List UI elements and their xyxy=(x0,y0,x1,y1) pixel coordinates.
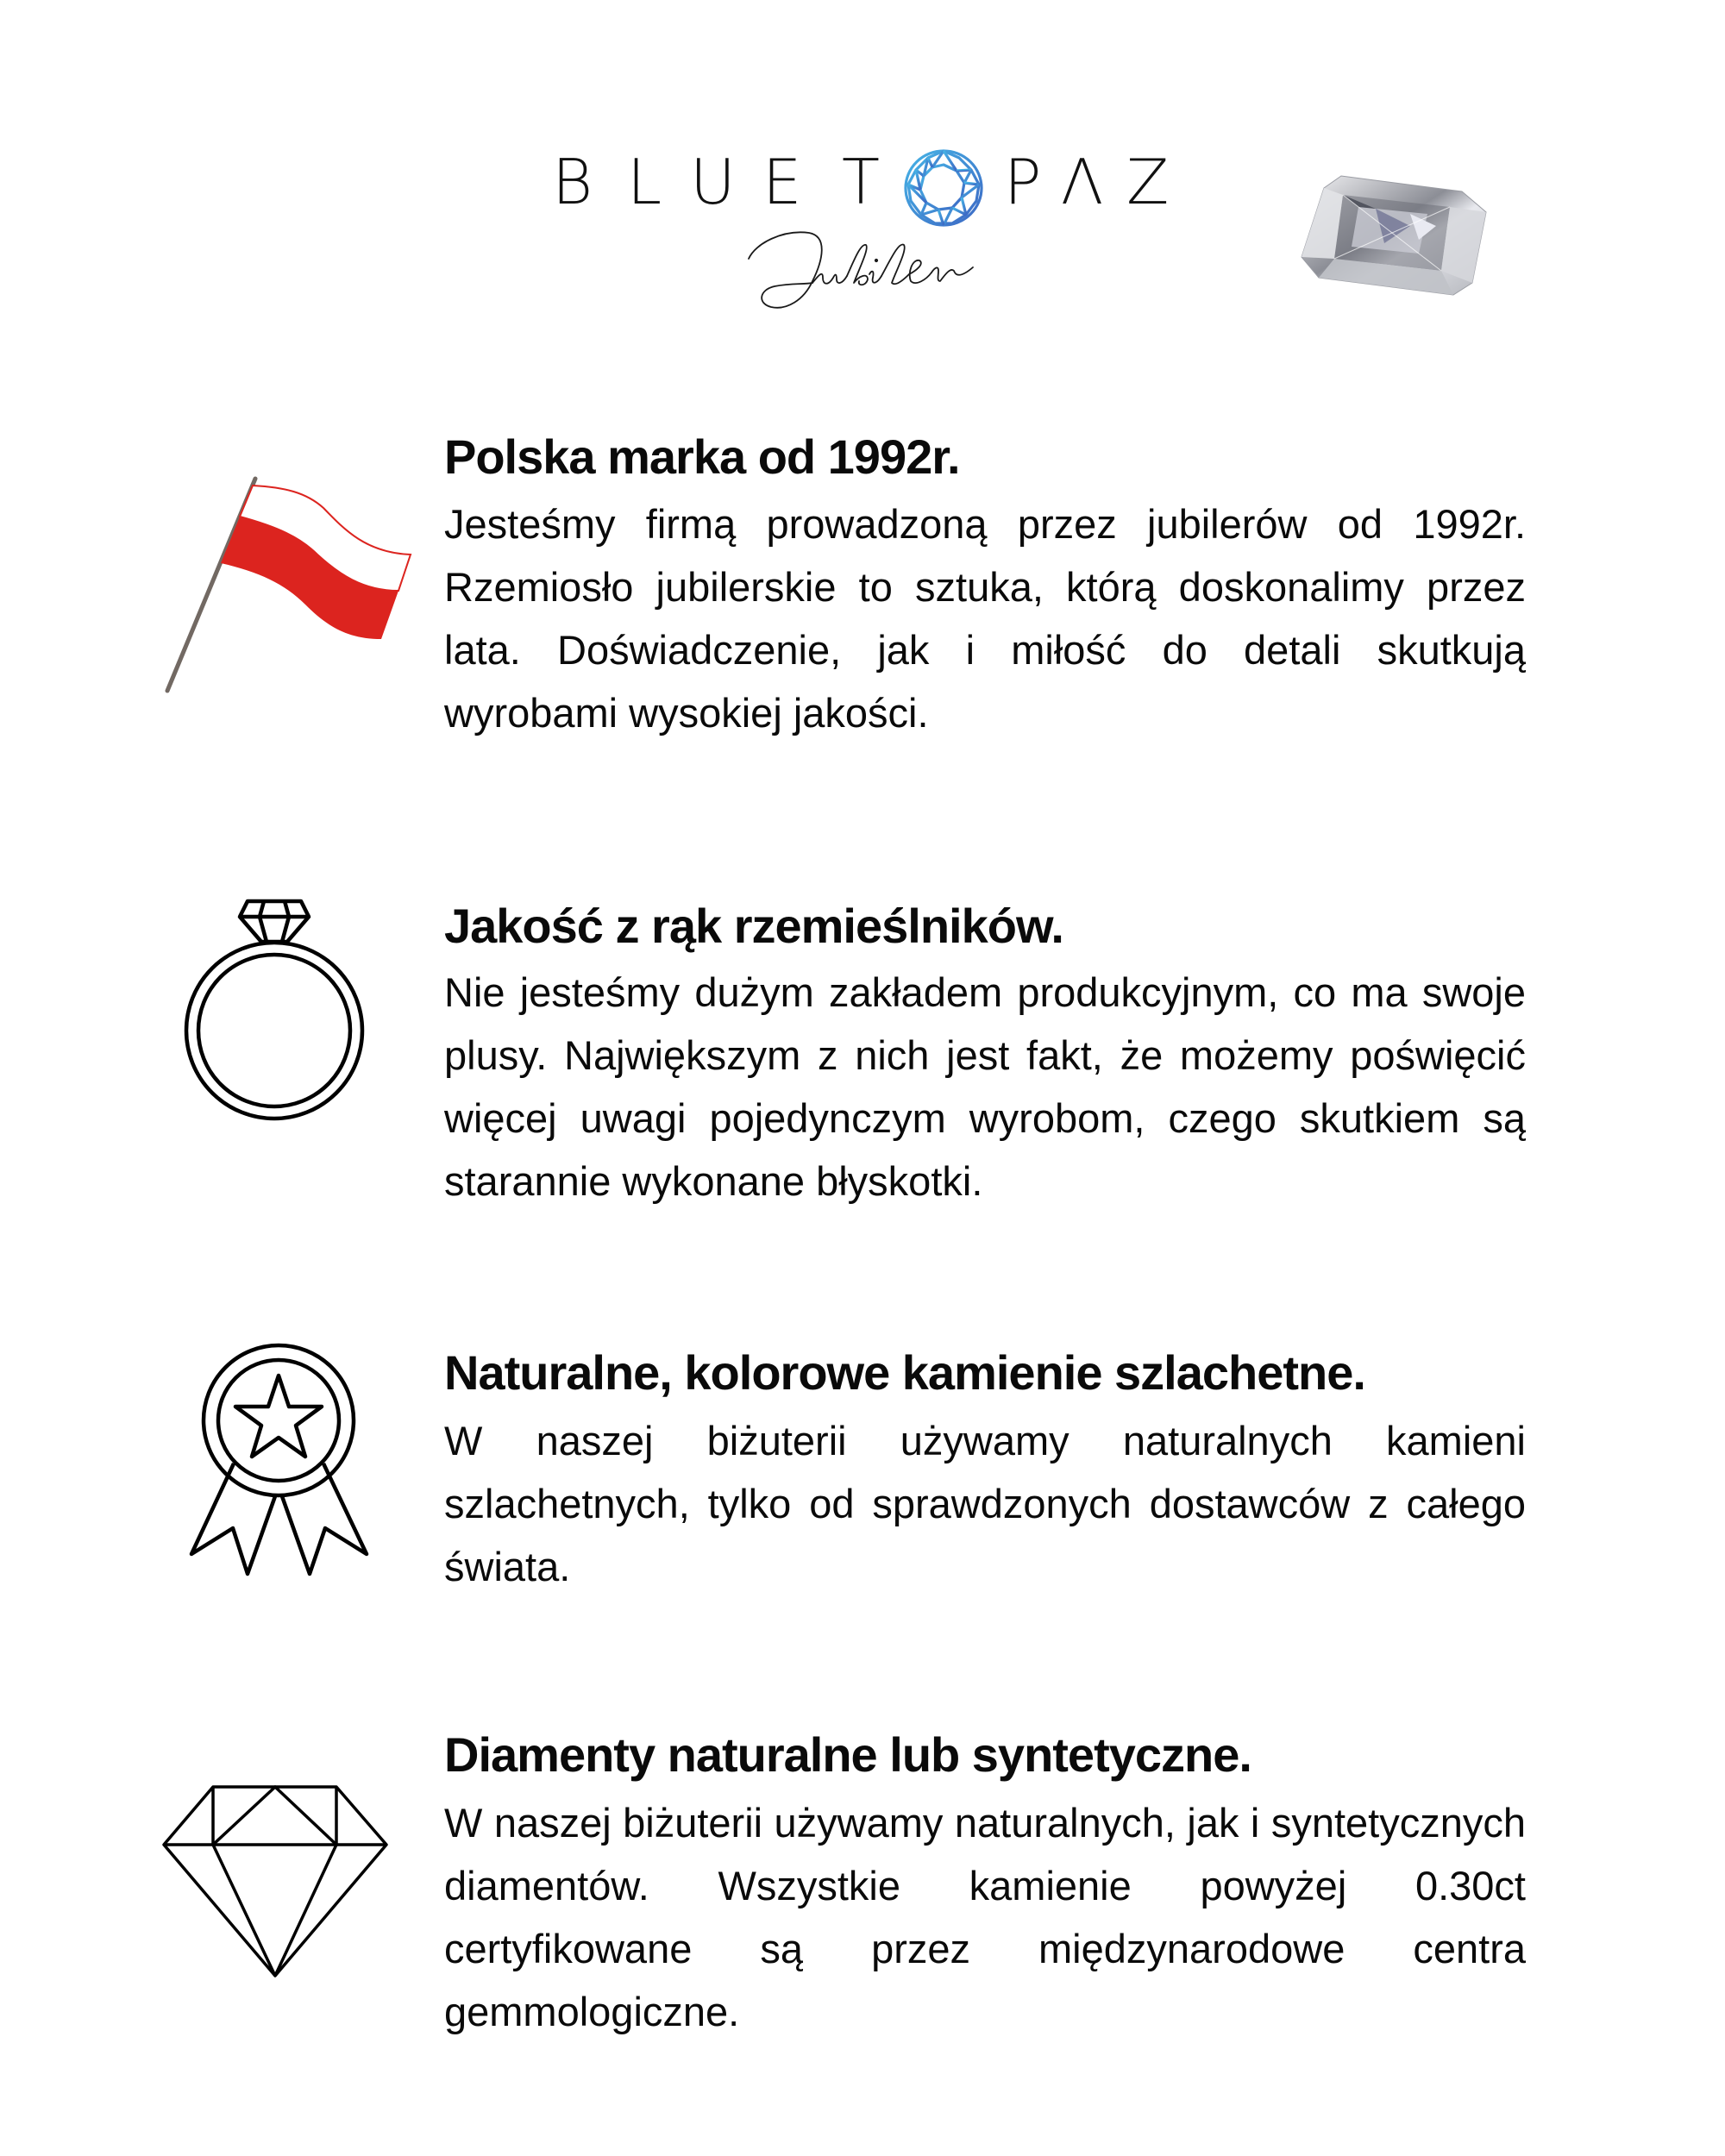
logo-letter-l: L xyxy=(627,146,662,218)
section-heading: Jakość z rąk rzemieślników. xyxy=(444,899,1063,953)
topaz-gem-logo-icon xyxy=(902,147,985,229)
polish-flag-icon xyxy=(155,470,423,703)
logo-script-jubiler xyxy=(740,226,983,312)
logo-letter-u: U xyxy=(690,146,736,218)
ring-icon xyxy=(178,897,371,1126)
logo-letter-t: T xyxy=(842,146,880,218)
diamond-photo xyxy=(1289,157,1496,304)
section-heading: Naturalne, kolorowe kamienie szlachetne. xyxy=(444,1345,1365,1400)
section-body: Nie jesteśmy dużym zakładem produkcyjnym, co ma swoje plusy. Największym z nich jest fakt, że możemy poświęcić więcej uwagi pojedynczym wyrobom, czego skutkiem są starannie wykonane błyskotki. xyxy=(444,969,1526,1204)
logo-letter-e: E xyxy=(762,146,802,218)
logo-letter-a: Λ xyxy=(1061,146,1104,218)
section-body: W naszej biżuterii używamy naturalnych, jak i syntetycznych diamentów. Wszystkie kamienie powyżej 0.30ct certyfikowane są przez międzynarodowe centra gemmologiczne. xyxy=(444,1800,1526,2034)
diamond-icon xyxy=(160,1783,391,1980)
section-body: Jesteśmy firmą prowadzoną przez jubilerów od 1992r. Rzemiosło jubilerskie to sztuka, którą doskonalimy przez lata. Doświadczenie, jak i miłość do detali skutkują wyrobami wysokiej jakości. xyxy=(444,501,1526,736)
logo-letter-p: P xyxy=(1004,146,1042,218)
section-heading: Polska marka od 1992r. xyxy=(444,429,960,484)
logo-letter-b: B xyxy=(552,146,593,218)
section-heading: Diamenty naturalne lub syntetyczne. xyxy=(444,1727,1251,1782)
award-medal-icon xyxy=(185,1341,375,1583)
logo-letter-z: Z xyxy=(1126,146,1170,218)
section-body: W naszej biżuterii używamy naturalnych kamieni szlachetnych, tylko od sprawdzonych dostawców z całego świata. xyxy=(444,1418,1526,1589)
